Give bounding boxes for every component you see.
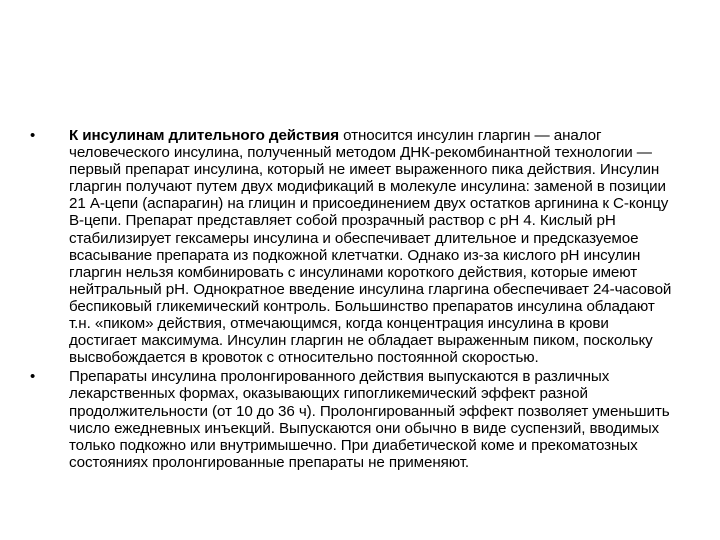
bullet-item-prolonged-insulin — [30, 368, 675, 471]
bullet-icon: • — [30, 127, 36, 144]
bullet-list — [30, 127, 675, 473]
bullet-item-long-acting-insulin — [30, 127, 675, 366]
bullet-lead-text: К инсулинам длительного действия — [69, 127, 339, 144]
bullet-icon: • — [30, 368, 36, 386]
bullet-body-text: относится инсулин гларгин — аналог человеческого инсулина, полученный методом ДНК-рекомбинантной технологии — первый препарат инсулина, который не имеет выраженного пика действия. Инсулин гларгин получают путем двух модификаций в молекуле инсулина: заменой в позиции 21 А-цепи (аспарагин) на глицин и присоединением двух остатков аргинина к С-концу В-цепи. Препарат представляет собой прозрачный раствор с рН 4. Кислый рН стабилизирует гексамеры инсулина и обеспечивает длительное и предсказуемое всасывание препарата из подкожной клетчатки. Однако из-за кислого рН инсулин гларгин нельзя комбинировать с инсулинами короткого действия, которые имеют нейтральный рН. Однократное введение инсулина гларгина обеспечивает 24-часовой беспиковый гликемический контроль. Большинство препаратов инсулина обладают т.н. «пиком» действия, отмечающимся, когда концентрация инсулина в крови достигает максимума. Инсулин гларгин не обладает выраженным пиком, поскольку высвобождается в кровоток с относительно постоянной скоростью. — [69, 127, 672, 367]
bullet-body-text: Препараты инсулина пролонгированного действия выпускаются в различных лекарственных формах, оказывающих гипогликемический эффект разной продолжительности (от 10 до 36 ч). Пролонгированный эффект позволяет уменьшить число ежедневных инъекций. Выпускаются они обычно в виде суспензий, вводимых только подкожно или внутримышечно. При диабетической коме и прекоматозных состояниях пролонгированные препараты не применяют. — [69, 368, 670, 471]
